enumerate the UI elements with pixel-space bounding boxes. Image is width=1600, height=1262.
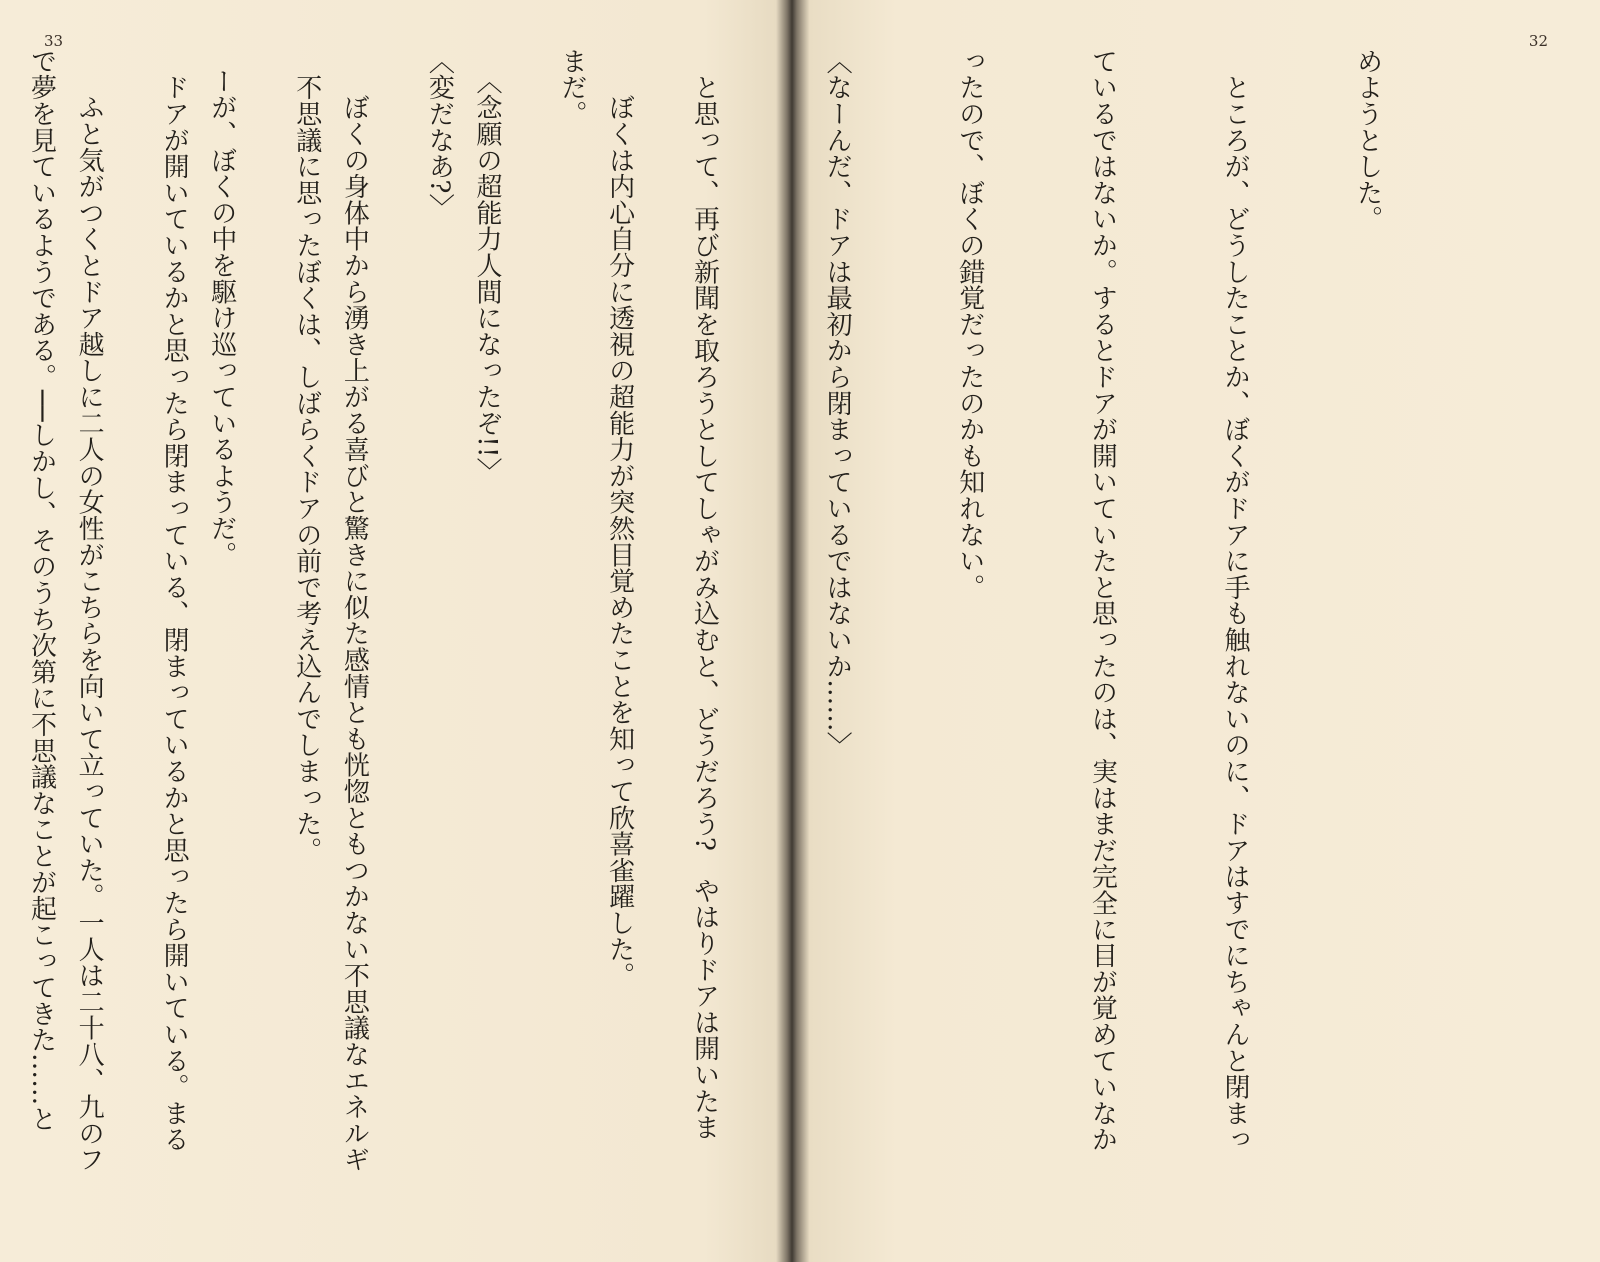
text-line: ーが、ぼくの中を駆け巡っているようだ。 (206, 68, 237, 568)
page-number: 33 (44, 32, 64, 50)
text-line: で夢を見ているようである。──しかし、そのうち次第に不思議なことが起こってきた……と (26, 48, 57, 1132)
text-line: ぼくは内心自分に透視の超能力が突然目覚めたことを知って欣喜雀躍した。 (604, 68, 635, 989)
text-line: ふと気がつくとドア越しに二人の女性がこちらを向いて立っていた。一人は二十八、九のフ (74, 68, 105, 1173)
text-line: ぼくの身体中から湧き上がる喜びと驚きに似た感情とも恍惚ともつかない不思議なエネルギ (339, 68, 370, 1173)
text-line: ているではないか。するとドアが開いていたと思ったのは、実はまだ完全に目が覚めていなか (1087, 48, 1118, 1153)
page-number: 32 (1528, 32, 1548, 50)
text-line: と思って、再び新聞を取ろうとしてしゃがみ込むと、どうだろう? やはりドアは開いたま (689, 48, 720, 1141)
text-line: 〈なーんだ、ドアは最初から閉まっているではないか……〉 (822, 48, 853, 759)
text-line: 不思議に思ったぼくは、しばらくドアの前で考え込んでしまった。 (291, 48, 322, 864)
text-line: ったので、ぼくの錯覚だったのかも知れない。 (954, 48, 985, 601)
text-line: めようとした。 (1352, 48, 1383, 233)
text-line: 〈変だなあ?〉 (424, 48, 455, 221)
text-line: ドアが開いているかと思ったら閉まっている、閉まっているかと思ったら開いている。まる (159, 48, 190, 1153)
text-line: ところが、どうしたことか、ぼくがドアに手も触れないのに、ドアはすでにちゃんと閉まっ (1219, 48, 1250, 1153)
text-line: 〈念願の超能力人間になったぞ!!〉 (471, 68, 502, 484)
text-line: まだ。 (556, 48, 587, 127)
